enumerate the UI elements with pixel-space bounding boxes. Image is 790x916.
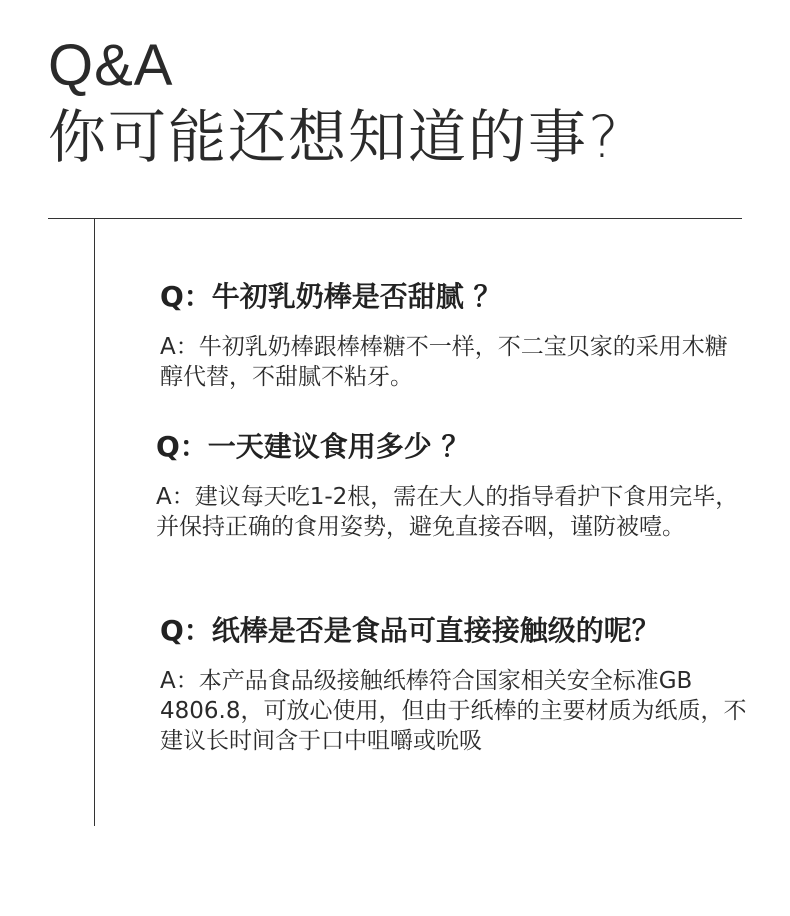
faq-answer: A：本产品食品级接触纸棒符合国家相关安全标准GB 4806.8，可放心使用，但由于纸棒的主要材质为纸质，不建议长时间含于口中咀嚼或吮吸 — [160, 668, 747, 754]
faq-answer: A：牛初乳奶棒跟棒棒糖不一样，不二宝贝家的采用木糖醇代替，不甜腻不粘牙。 — [160, 334, 728, 390]
qa-label: Q&A — [48, 33, 174, 98]
faq-item — [160, 280, 750, 392]
faq-item — [160, 614, 750, 756]
page-title: 你可能还想知道的事? — [48, 103, 621, 171]
faq-question: Q：一天建议食用多少 ？ — [156, 430, 470, 463]
faq-question: Q：牛初乳奶棒是否甜腻 ？ — [160, 280, 502, 313]
faq-item — [156, 430, 746, 542]
faq-question: Q：纸棒是否是食品可直接接触级的呢？ — [160, 614, 660, 647]
horizontal-divider — [48, 218, 742, 219]
page-header — [48, 32, 748, 174]
vertical-divider — [94, 218, 95, 826]
faq-answer: A：建议每天吃1-2根，需在大人的指导看护下食用完毕，并保持正确的食用姿势，避免直接吞咽，谨防被噎。 — [156, 484, 739, 540]
